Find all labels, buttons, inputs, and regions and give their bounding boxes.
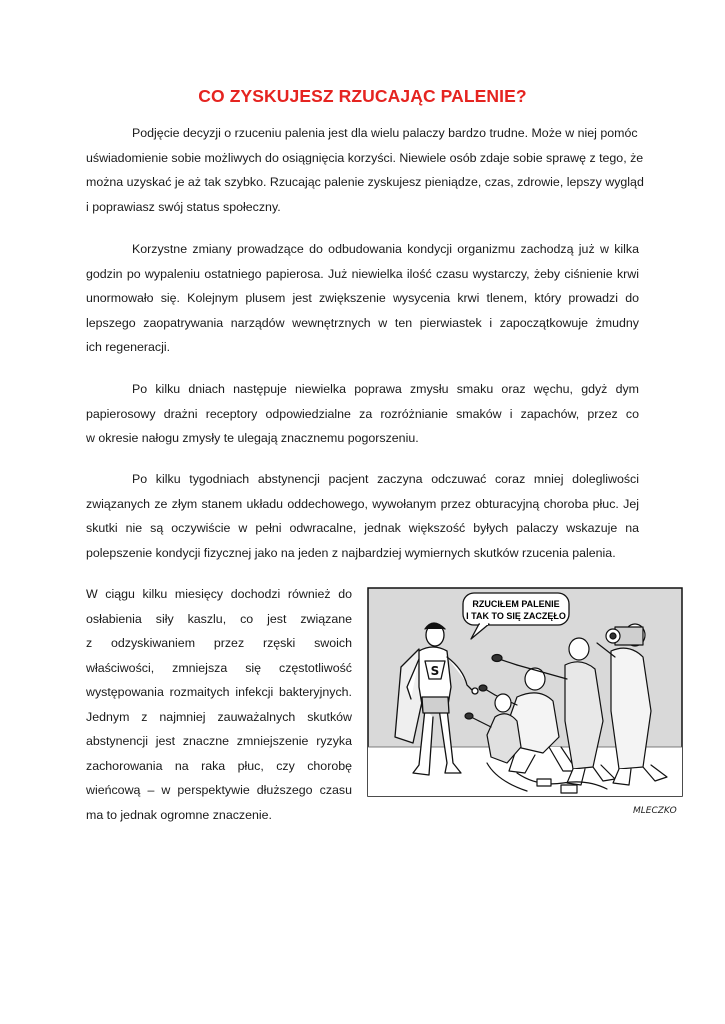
paragraph-line: papierosowy drażni receptory odpowiedzialne za rozróżnianie smaków i zapachów, przez co — [86, 406, 639, 421]
speech-line-2: I TAK TO SIĘ ZACZĘŁO — [466, 611, 566, 621]
paragraph-line: i poprawiasz swój status społeczny. — [86, 199, 281, 214]
paragraph-line: uświadomienie sobie możliwych do osiągnięcia korzyści. Niewiele osób zdaje sobie sprawę z tego, że — [86, 150, 644, 165]
paragraph-line: zachorowania na raka płuc, czy chorobę — [86, 758, 352, 773]
paragraph-line: abstynencji jest znaczne zmniejszenie ryzyka — [86, 734, 352, 748]
paragraph-line: Korzystne zmiany prowadzące do odbudowania kondycji organizmu zachodzą już w kilka — [132, 242, 639, 256]
paragraph-line: Po kilku dniach następuje niewielka poprawa zmysłu smaku oraz węchu, gdyż dym — [132, 382, 639, 396]
paragraph-line: z odzyskiwaniem przez rzęski swoich — [86, 636, 352, 650]
paragraph-line: występowania rozmaitych infekcji bakteryjnych. — [86, 685, 352, 699]
paragraph-line: związanych ze złym stanem układu oddechowego, wywołanym przez obturacyjną choroba płuc. Jej — [86, 496, 639, 511]
paragraph-line: skutki nie są oczywiście w pełni odwracalne, jednak większość byłych palaczy wskazuje na — [86, 521, 639, 535]
paragraph-line: ma to jednak ogromne znaczenie. — [86, 807, 272, 822]
paragraph-line: unormowało się. Kolejnym plusem jest zwiększenie wysycenia krwi tlenem, który prowadzi do — [86, 291, 639, 305]
paragraph-line: polepszenie kondycji fizycznej jako na jeden z najbardziej wymiernych skutków rzucenia palenia. — [86, 545, 616, 560]
paragraph-line: Po kilku tygodniach abstynencji pacjent zaczyna odczuwać coraz mniej dolegliwości — [132, 472, 639, 486]
paragraph-4 — [86, 467, 639, 565]
page-title: CO ZYSKUJESZ RZUCAJĄC PALENIE? — [198, 86, 527, 106]
paragraph-line: W ciągu kilku miesięcy dochodzi również do — [86, 587, 352, 601]
svg-text:S: S — [430, 664, 440, 678]
cartoon-illustration — [367, 587, 683, 825]
paragraph-2 — [86, 237, 639, 360]
paragraph-line: właściwości, zmniejsza się częstotliwość — [86, 660, 352, 675]
paragraph-line: można uzyskać je aż tak szybko. Rzucając palenie zyskujesz pieniądze, czas, zdrowie, lepszy wygląd — [86, 175, 644, 189]
artist-signature: MLECZKO — [633, 806, 677, 816]
paragraph-line: Podjęcie decyzji o rzuceniu palenia jest dla wielu palaczy bardzo trudne. Może w niej pomóc — [132, 126, 638, 140]
paragraph-5 — [86, 582, 352, 827]
paragraph-3 — [86, 377, 639, 451]
paragraph-line: ich regeneracji. — [86, 340, 171, 354]
paragraph-line: Jednym z najmniej zauważalnych skutków — [86, 709, 352, 724]
paragraph-line: w okresie nałogu zmysły te ulegają znacznemu pogorszeniu. — [86, 431, 419, 445]
paragraph-line: godzin po wypaleniu ostatniego papierosa. Już niewielka ilość czasu wystarczy, żeby ciśnienie krwi — [86, 266, 639, 281]
paragraph-line: osłabienia siły kaszlu, co jest związane — [86, 611, 352, 626]
paragraph-line: lepszego zaopatrywania narządów wewnętrznych w ten pierwiastek i zapoczątkowuje żmudny — [86, 315, 639, 330]
paragraph-1 — [86, 121, 644, 219]
speech-line-1: RZUCIŁEM PALENIE — [472, 599, 560, 609]
paragraph-line: wieńcową – w perspektywie dłuższego czasu — [86, 783, 352, 797]
